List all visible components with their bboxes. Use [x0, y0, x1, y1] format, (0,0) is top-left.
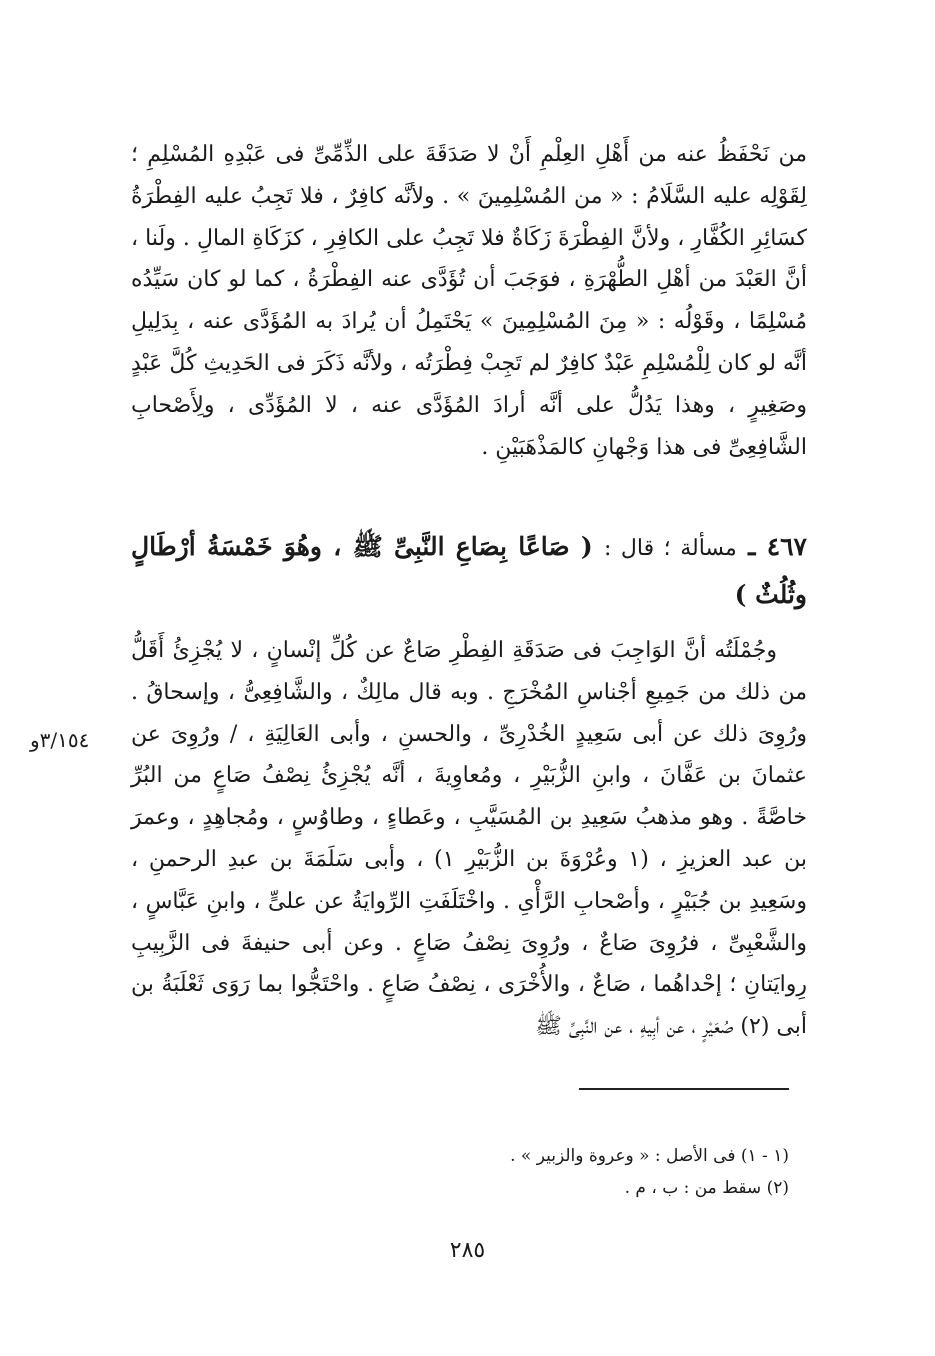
footnote-1: (١ - ١) فى الأصل : « وعروة والزبير » . [510, 1146, 789, 1166]
body-paragraph-1: من نَحْفَظُ عنه من أَهْلِ العِلْمِ أَنْ لا صَدَقَةَ على الذِّمِّىِّ فى عَبْدِهِ المُسْلِمِ ؛ لِقَوْلِه عليه السَّلَامُ : « من المُسْلِمِينَ » . ولأنَّه كافِرٌ ، فلا تَجِبُ عليه الفِطْرَةُ كسَائِرِ الكُفَّارِ ، ولأنَّ الفِطْرَةَ زَكَاةٌ فلا تَجِبُ على الكافِرِ ، كزَكَاةِ المالِ . ولَنا ، أنَّ العَبْدَ من أهْلِ الطُّهْرَةِ ، فوَجَبَ أن تُؤَدَّى عنه الفِطْرَةُ ، كما لو كان سَيِّدُه مُسْلِمًا ، وقَوْلُه : « مِنَ المُسْلِمِينَ » يَحْتَمِلُ أن يُرادَ به المُؤَدَّى عنه ، بِدَلِيلِ أنَّه لو كان لِلْمُسْلِمِ عَبْدٌ كافِرٌ لم تَجِبْ فِطْرَتُه ، ولأنَّه ذَكَرَ فى الحَدِيثِ كُلَّ عَبْدٍ وصَغِيرٍ ، وهذا يَدُلُّ على أنَّه أرادَ المُؤَدَّى عنه ، لا المُؤَدِّى ، ولِأَصْحابِ الشَّافِعِىِّ فى هذا وَجْهانِ كالمَذْهَبَيْنِ . [131, 142, 808, 460]
footnote-divider [579, 1088, 789, 1090]
footnotes [149, 1140, 789, 1204]
page-number: ٢٨٥ [449, 1238, 486, 1263]
body-paragraph-2: وجُمْلَتُه أنَّ الوَاجِبَ فى صَدَقَةِ الفِطْرِ صَاعٌ عن كُلِّ إنْسانٍ ، لا يُجْزِئُ أَقَلُّ من ذلك من جَمِيعِ أجْناسِ المُخْرَجِ . وبه قال مالِكٌ ، والشَّافِعِىُّ ، وإسحاقُ . ورُوِىَ ذلك عن أبى سَعِيدٍ الخُدْرِىِّ ، والحسنِ ، وأبى العَالِيَةِ ، / ورُوِىَ عن عثمانَ بن عَفَّانَ ، وابنِ الزُّبَيْرِ ، ومُعاوِيةَ ، أنَّه يُجْزِئُ نِصْفُ صَاعٍ من البُرِّ خاصَّةً . وهو مذهبُ سَعِيدِ بن المُسَيَّبِ ، وعَطاءٍ ، وطاوُسٍ ، ومُجاهِدٍ ، وعمرَ بن عبد العزيزِ ، (١ وعُرْوَةَ بن الزُّبَيْرِ ١) ، وأبى سَلَمَةَ بن عبدِ الرحمنِ ، وسَعِيدِ بن جُبَيْرٍ ، وأصْحابِ الرَّأْىِ . واخْتَلَفَتِ الرِّوايَةُ عن علىٍّ ، وابنِ عَبَّاسٍ ، والشَّعْبِىِّ ، فرُوِىَ صَاعٌ ، ورُوِىَ نِصْفُ صَاعٍ . وعن أبى حنيفةَ فى الزَّبِيبِ رِوايَتانِ ؛ إحْداهُما ، صَاعٌ ، والأُخْرَى ، نِصْفُ صَاعٍ . واحْتَجُّوا بما رَوَى ثَعْلَبَةُ بن أبى (٢) صُعَيْرٍ ، عن أبِيهِ ، عن النَّبِىِّ ﷺ [131, 638, 807, 1040]
body-paragraph-2-container [131, 630, 807, 1048]
section-heading: ٤٦٧ ـ مسألة ؛ قال : ( صَاعًا بِصَاعِ النَّبِىِّ ﷺ ، وهُوَ خَمْسَةُ أرْطَالٍ وثُلُثٌ ) [131, 532, 807, 609]
heading-number: ٤٦٧ [766, 532, 807, 561]
footnote-2: (٢) سقط من : ب ، م . [624, 1178, 789, 1198]
heading-label: مسألة ؛ قال : [603, 536, 737, 561]
heading-text: ( صَاعًا بِصَاعِ النَّبِىِّ ﷺ ، وهُوَ خَمْسَةُ أرْطَالٍ وثُلُثٌ ) [131, 532, 807, 609]
margin-folio-note: ٣/١٥٤و [30, 728, 90, 752]
